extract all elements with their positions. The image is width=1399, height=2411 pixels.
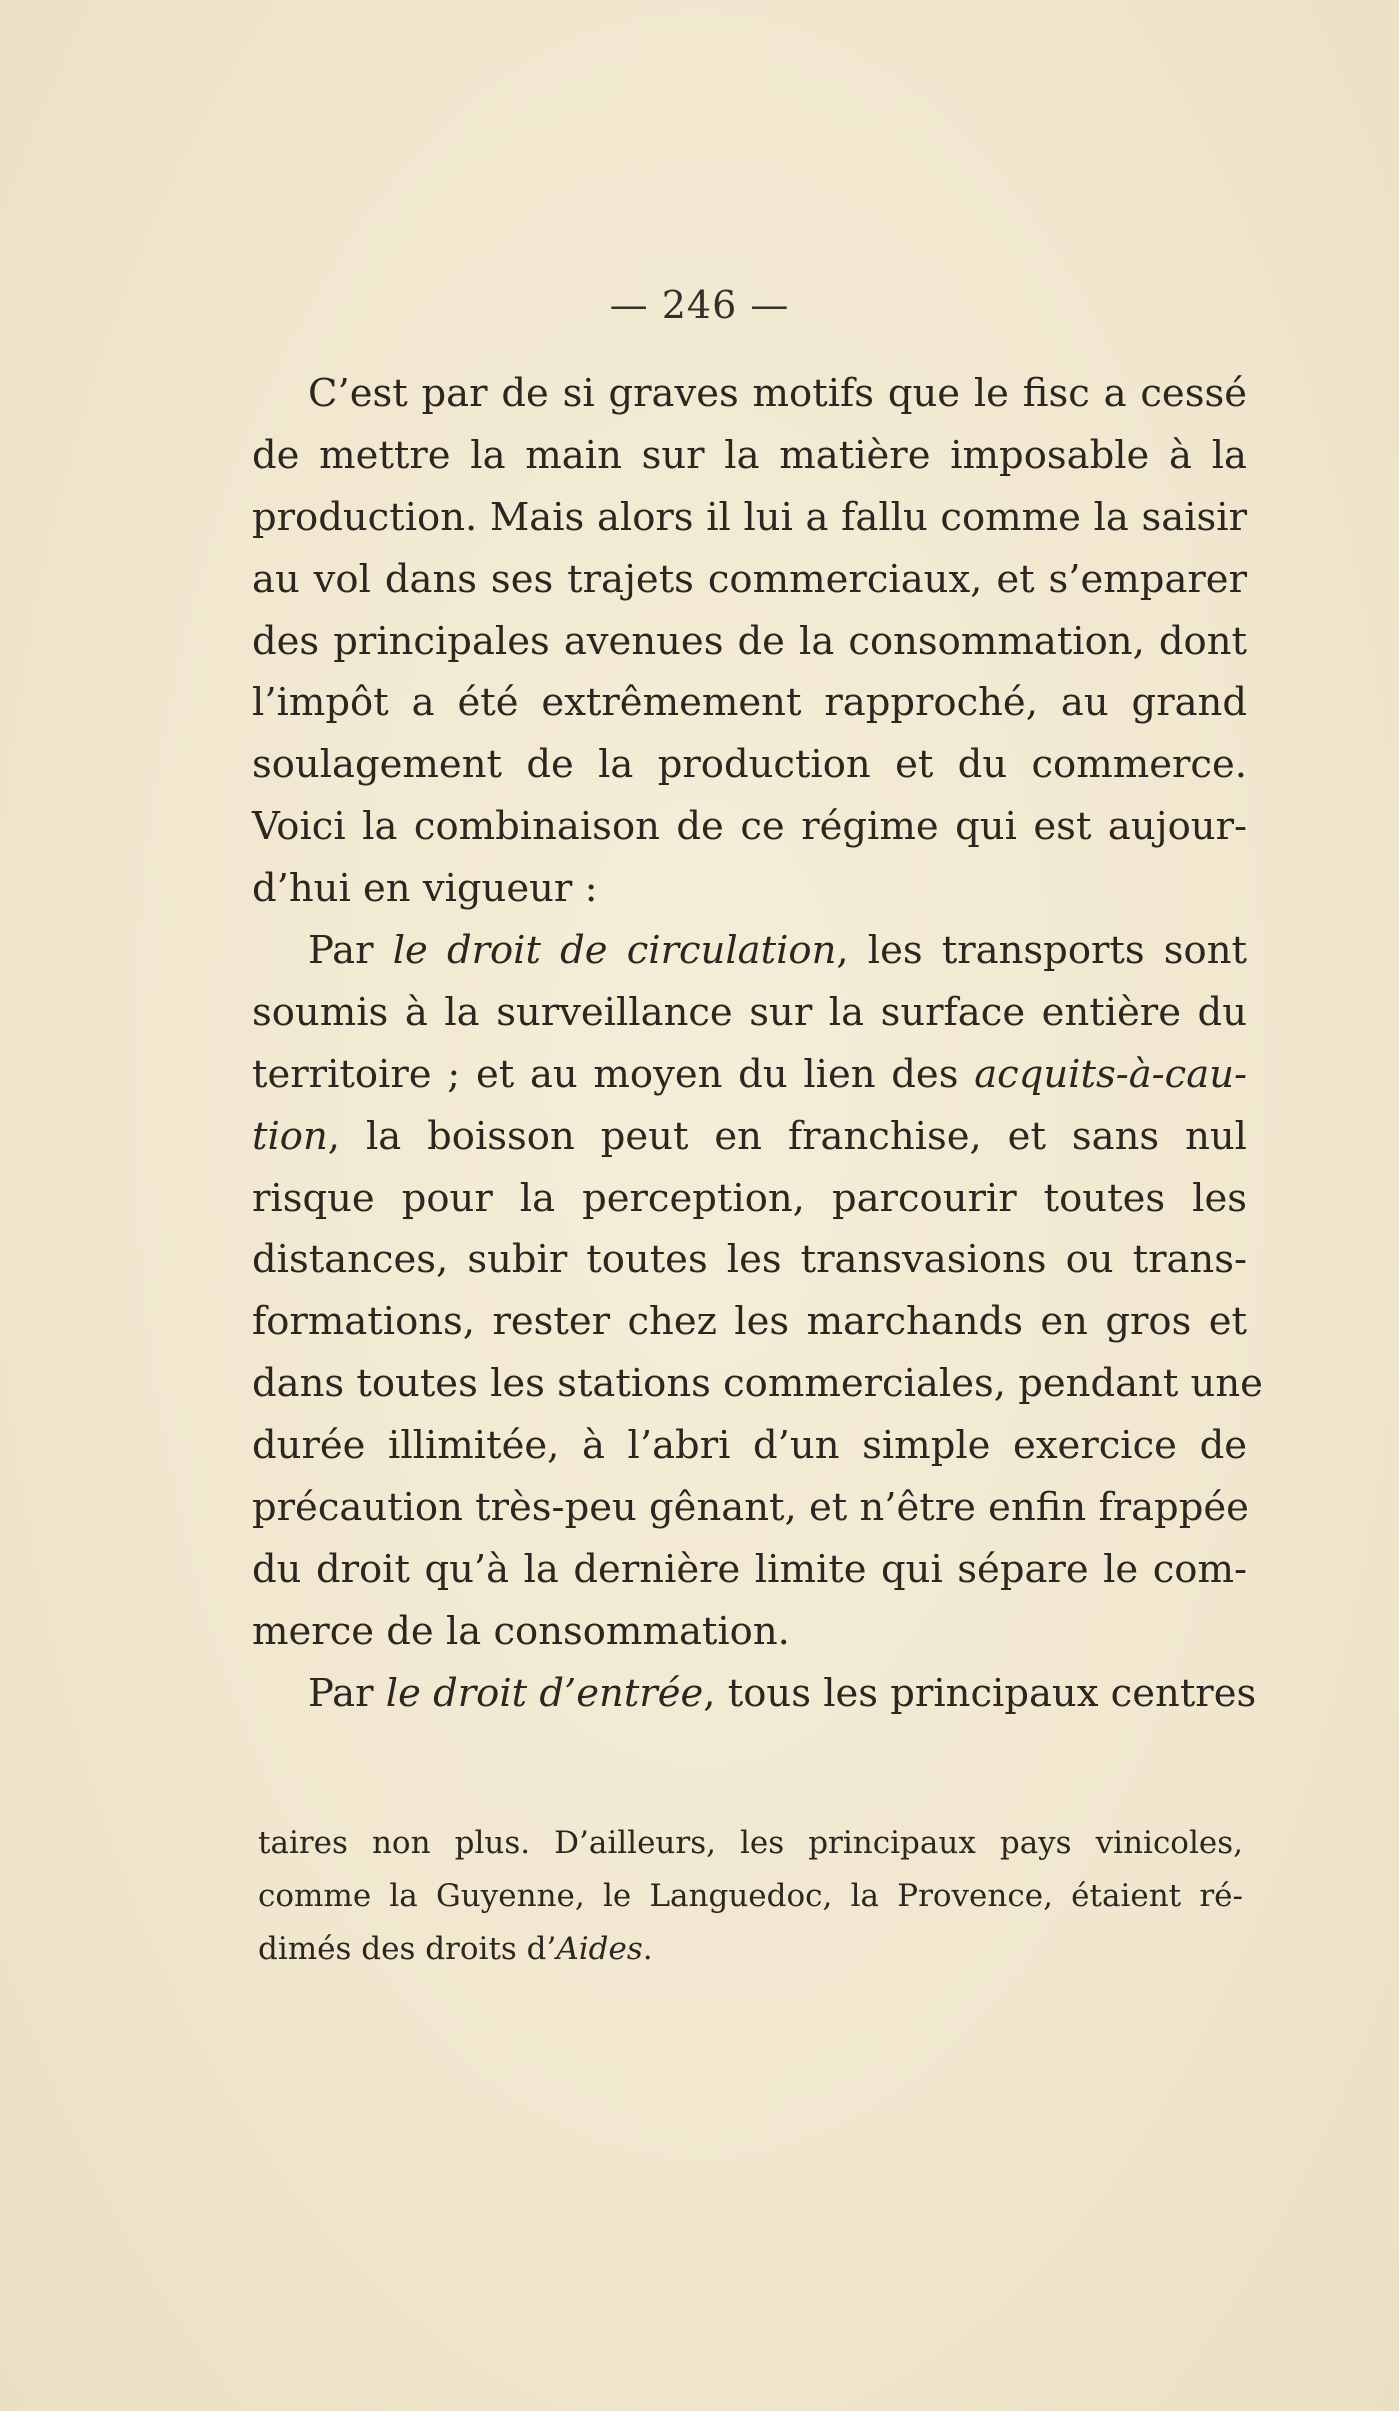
text-line: l’impôt a été extrêmement rapproché, au grand [252,680,1247,726]
text-line: soulagement de la production et du commerce. [252,742,1247,788]
text-line: Voici la combinaison de ce régime qui est aujour- [252,804,1247,850]
text-run: Par [308,928,393,974]
text-line: dans toutes les stations commerciales, pendant une [252,1361,1263,1407]
text-line: de mettre la main sur la matière imposable à la [252,432,1247,478]
text-run: Par [308,1670,386,1716]
text-line: soumis à la surveillance sur la surface entière du [252,989,1247,1035]
footnote [258,1817,1243,1976]
text-line [252,1663,1257,1725]
text-line: risque pour la perception, parcourir toutes les [252,1175,1247,1221]
page-number: — 246 — [609,283,790,327]
footnote-line [258,1923,1243,1976]
text-line [252,1106,1247,1168]
italic-term: acquits-à-cau- [974,1051,1247,1097]
text-run: , tous les principaux centres [703,1670,1257,1716]
text-line [252,920,1247,982]
italic-term: tion [252,1113,328,1159]
text-line: formations, rester chez les marchands en gros et [252,1299,1247,1345]
text-line: production. Mais alors il lui a fallu comme la saisir [252,494,1247,540]
footnote-line: comme la Guyenne, le Languedoc, la Provence, étaient ré- [258,1878,1243,1914]
text-line: distances, subir toutes les transvasions ou trans- [252,1237,1247,1283]
text-line: au vol dans ses trajets commerciaux, et s’emparer [252,556,1247,602]
text-run: dimés des droits d’ [258,1931,557,1967]
text-line: du droit qu’à la dernière limite qui sépare le com- [252,1546,1247,1592]
text-run: , la boisson peut en franchise, et sans nul [327,1113,1247,1159]
text-run: . [642,1931,653,1967]
text-line: merce de la consommation. [252,1608,790,1654]
main-text [252,363,1263,1725]
text-run: territoire ; et au moyen du lien des [252,1051,975,1097]
text-line: précaution très-peu gênant, et n’être enfin frappée [252,1485,1249,1531]
text-line [252,1044,1247,1106]
footnote-line: taires non plus. D’ailleurs, les principaux pays vinicoles, [258,1825,1243,1861]
text-line: C’est par de si graves motifs que le fisc a cessé [308,371,1247,416]
text-run: , les transports sont [836,928,1247,974]
italic-term: Aides [556,1931,643,1967]
italic-term: le droit d’entrée [385,1670,704,1716]
text-line: d’hui en vigueur : [252,866,598,912]
text-line: des principales avenues de la consommation, dont [252,618,1247,664]
text-line: durée illimitée, à l’abri d’un simple exercice de [252,1423,1247,1469]
italic-term: le droit de circulation [392,928,837,974]
